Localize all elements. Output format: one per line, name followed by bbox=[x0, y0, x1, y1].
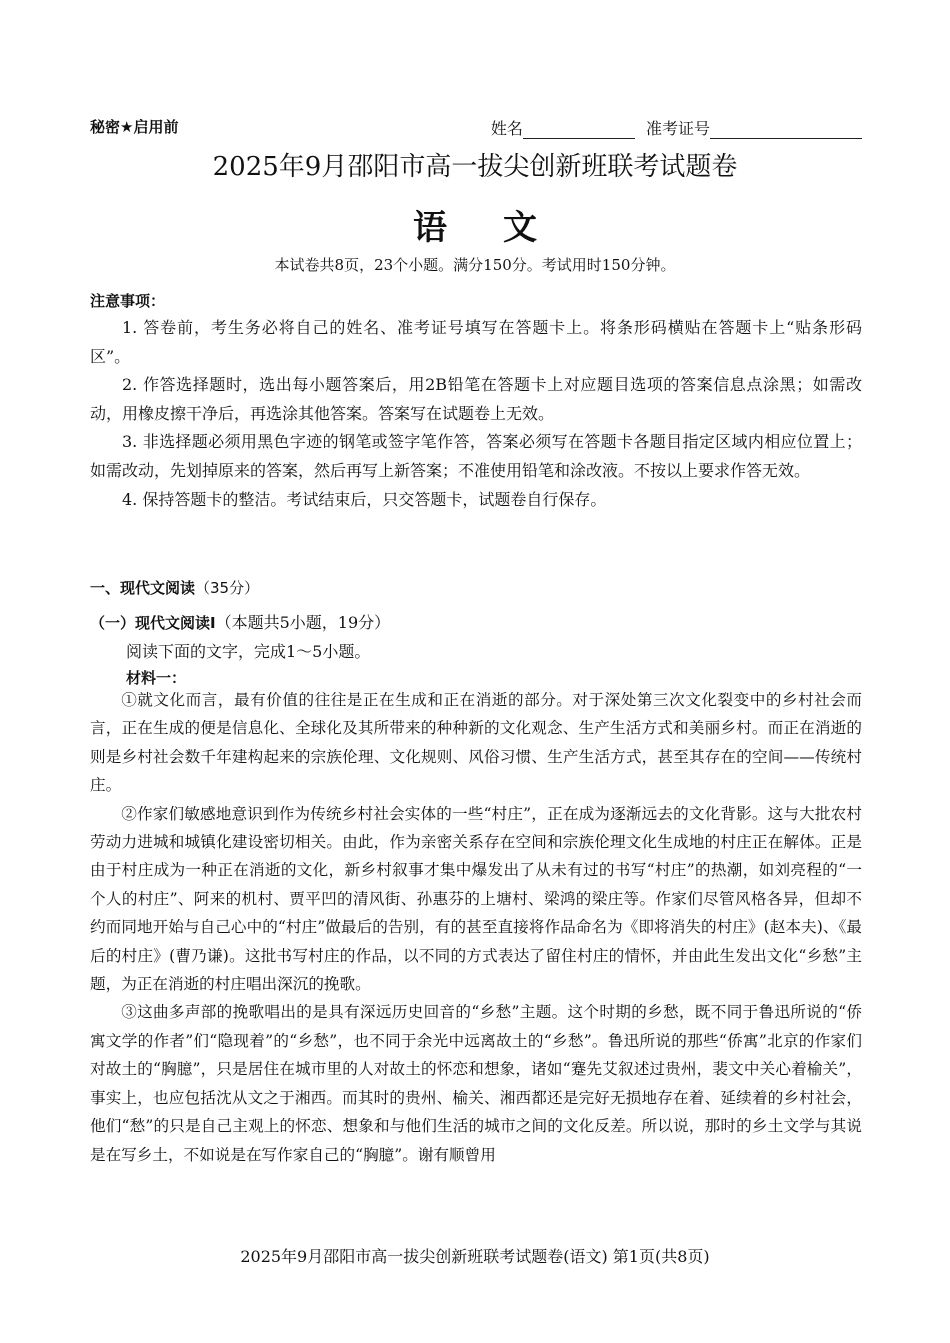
note-item: 1. 答卷前，考生务必将自己的姓名、准考证号填写在答题卡上。将条形码横贴在答题卡上“贴条形码区”。 bbox=[90, 318, 862, 366]
subject-char: 语 bbox=[413, 208, 447, 248]
subsection-title: （一）现代文阅读Ⅰ bbox=[90, 614, 216, 632]
section-title: 一、现代文阅读 bbox=[90, 579, 196, 597]
passage-paragraph: ②作家们敏感地意识到作为传统乡村社会实体的一些“村庄”，正在成为逐渐远去的文化背影。这与大批农村劳动力进城和城镇化建设密切相关。由此，作为亲密关系存在空间和宗族伦理文化生成地的村庄正在解体。正是由于村庄成为一种正在消逝的文化，新乡村叙事才集中爆发出了从未有过的书写“村庄”的热潮，如刘亮程的“一个人的村庄”、阿来的机村、贾平凹的清风街、孙惠芬的上塘村、梁鸿的梁庄等。作家们尽管风格各异，但却不约而同地开始与自己心中的“村庄”做最后的告别，有的甚至直接将作品命名为《即将消失的村庄》(赵本夫)、《最后的村庄》(曹乃谦)。这批书写村庄的作品，以不同的方式表达了留住村庄的情怀，并由此生发出文化“乡愁”主题，为正在消逝的村庄唱出深沉的挽歌。 bbox=[90, 804, 862, 994]
exam-title: 2025年9月邵阳市高一拔尖创新班联考试题卷 bbox=[212, 152, 738, 182]
material-label: 材料一： bbox=[126, 669, 187, 687]
candidate-fields bbox=[491, 116, 862, 139]
passage-paragraph: ①就文化而言，最有价值的往往是正在生成和正在消逝的部分。对于深处第三次文化裂变中的乡村社会而言，正在生成的便是信息化、全球化及其所带来的种种新的文化观念、生产生活方式和美丽乡村。而正在消逝的则是乡村社会数千年建构起来的宗族伦理、文化规则、风俗习惯、生产生活方式，甚至其存在的空间——传统村庄。 bbox=[90, 691, 862, 795]
section-heading bbox=[90, 577, 259, 598]
reading-instruction: 阅读下面的文字，完成1～5小题。 bbox=[126, 642, 371, 661]
section-score: （35分） bbox=[195, 579, 260, 597]
secret-label: 秘密★启用前 bbox=[90, 118, 179, 136]
page-footer: 2025年9月邵阳市高一拔尖创新班联考试题卷(语文) 第1页(共8页) bbox=[240, 1247, 710, 1266]
passage-paragraph: ③这曲多声部的挽歌唱出的是具有深远历史回音的“乡愁”主题。这个时期的乡愁，既不同于鲁迅所说的“侨寓文学的作者”们“隐现着”的“乡愁”，也不同于余光中远离故土的“乡愁”。鲁迅所说的那些“侨寓”北京的作家们对故土的“胸臆”，只是居住在城市里的人对故土的怀恋和想象，诸如“蹇先艾叙述过贵州，裴文中关心着榆关”，事实上，也应包括沈从文之于湘西。而其时的贵州、榆关、湘西都还是完好无损地存在着、延续着的乡村社会，他们“愁”的只是自己主观上的怀恋、想象和与他们生活的城市之间的文化反差。所以说，那时的乡土文学与其说是在写乡土，不如说是在写作家自己的“胸臆”。谢有顺曾用 bbox=[90, 1003, 862, 1164]
exam-no-label: 准考证号 bbox=[645, 119, 710, 138]
name-blank[interactable] bbox=[523, 120, 635, 139]
note-item: 3. 非选择题必须用黑色字迹的钢笔或签字笔作答，答案必须写在答题卡各题目指定区域内相应位置上；如需改动，先划掉原来的答案，然后再写上新答案；不准使用铅笔和涂改液。不按以上要求作答无效。 bbox=[90, 432, 862, 480]
notes-heading: 注意事项： bbox=[90, 292, 166, 310]
header-row bbox=[90, 116, 862, 138]
reading-passage bbox=[90, 686, 862, 1169]
subsection-detail: （本题共5小题，19分） bbox=[215, 613, 391, 632]
exam-no-blank[interactable] bbox=[710, 120, 862, 139]
subject-char: 文 bbox=[503, 208, 537, 248]
notes-list bbox=[90, 314, 862, 514]
subsection-heading bbox=[90, 610, 390, 633]
name-label: 姓名 bbox=[490, 119, 523, 138]
note-item: 4. 保持答题卡的整洁。考试结束后，只交答题卡，试题卷自行保存。 bbox=[122, 489, 607, 509]
exam-info: 本试卷共8页，23个小题。满分150分。考试用时150分钟。 bbox=[274, 256, 676, 274]
subject-title bbox=[0, 200, 950, 249]
note-item: 2. 作答选择题时，选出每小题答案后，用2B铅笔在答题卡上对应题目选项的答案信息点涂黑；如需改动，用橡皮擦干净后，再选涂其他答案。答案写在试题卷上无效。 bbox=[90, 375, 862, 423]
